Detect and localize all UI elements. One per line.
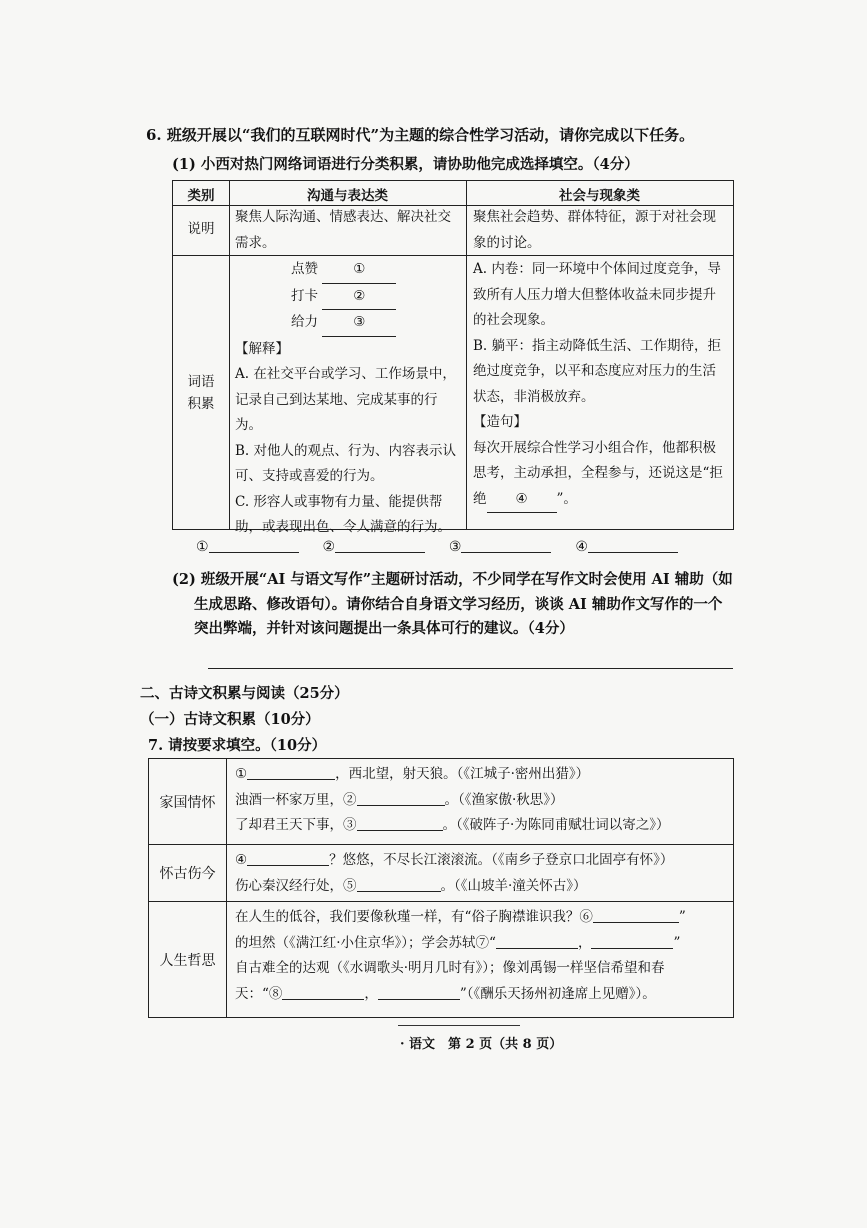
poem-blank[interactable] (593, 908, 679, 923)
part-2-line-3: 突出弊端，并针对该问题提出一条具体可行的建议。（4分） (194, 620, 574, 637)
row-words-label (173, 371, 229, 415)
poem-line (235, 905, 727, 931)
answer-field[interactable] (335, 538, 425, 553)
header-category: 类别 (187, 188, 215, 204)
answer-item (449, 538, 571, 555)
question-6-title: 6. 班级开展以“我们的互联网时代”为主题的综合性学习活动，请你完成以下任务。 (146, 126, 695, 144)
poetry-fill-table (148, 758, 734, 1018)
answer-field[interactable] (209, 538, 299, 553)
line-text: ， (577, 934, 592, 951)
answer-field[interactable] (461, 538, 551, 553)
poem-line (235, 848, 727, 874)
poem-blank[interactable] (282, 985, 364, 1000)
sentence-blank[interactable]: ④ (487, 487, 557, 514)
row-patriotism (149, 759, 733, 844)
question-7-title: 7. 请按要求填空。（10分） (148, 737, 327, 754)
word-item (235, 310, 463, 337)
poem-blank[interactable] (357, 816, 443, 831)
poem-line (235, 813, 727, 839)
communication-words (235, 257, 463, 541)
line-text: 。（《渔家傲·秋思》） (444, 791, 564, 808)
poem-blank[interactable] (378, 985, 460, 1000)
sentence-heading: 【造句】 (473, 414, 527, 430)
answer-item (196, 538, 318, 555)
row-body (235, 762, 727, 839)
part-2-answer-line[interactable] (208, 668, 733, 669)
line-text: ” (673, 934, 681, 951)
word-text: 点赞 (291, 261, 318, 277)
poem-blank[interactable] (357, 877, 441, 892)
word-text: 打卡 (291, 287, 318, 304)
society-words (473, 257, 729, 513)
section-2-1-title: （一）古诗文积累（10分） (140, 711, 320, 728)
word-blank: ① (322, 257, 396, 284)
poem-line (235, 931, 727, 957)
society-term-a: A. 内卷：同一环境中个体间过度竞争，导致所有人压力增大但整体收益未同步提升的社会现象。 (473, 261, 721, 328)
row-explanation-label: 说明 (187, 221, 215, 238)
line-text: ” (678, 909, 686, 925)
word-item (235, 257, 463, 284)
line-text: 了却君王天下事，③ (235, 817, 357, 833)
word-blank: ③ (322, 310, 396, 337)
part-2-line-1: (2) 班级开展“AI 与语文写作”主题研讨活动，不少同学在写作文时会使用 AI 辅助（如 (172, 571, 733, 588)
word-item (235, 284, 463, 311)
header-communication: 沟通与表达类 (307, 188, 388, 204)
question-6-part-2 (172, 568, 740, 642)
sentence-text: 每次开展综合性学习小组合作，他都积极思考，主动承担，全程参与，还说这是“拒绝 (473, 439, 723, 507)
poem-line (235, 762, 727, 788)
row-label: 怀古伤今 (149, 845, 227, 901)
poem-line: 自古难全的达观（《水调歌头·明月几时有》）；像刘禹锡一样坚信希望和春 (235, 960, 665, 976)
line-text: ？悠悠，不尽长江滚滚流。（《南乡子登京口北固亭有怀》） (329, 852, 674, 868)
explanation-heading: 【解释】 (235, 340, 289, 357)
word-classification-table (172, 180, 734, 535)
line-text: 浊酒一杯家万里，② (235, 791, 357, 808)
answer-mark: ④ (575, 539, 588, 555)
line-text: ④ (235, 852, 248, 868)
header-society: 社会与现象类 (559, 188, 640, 204)
row-label: 家国情怀 (149, 759, 227, 844)
row-words-label-b: 积累 (187, 396, 215, 412)
row-words-label-a: 词语 (187, 374, 215, 390)
row-philosophy (149, 901, 733, 1018)
answer-mark: ② (322, 539, 336, 555)
row-label: 人生哲思 (149, 902, 227, 1018)
society-description: 聚焦社会趋势、群体特征，源于对社会现象的讨论。 (473, 209, 716, 251)
poem-line (235, 874, 727, 900)
line-text: 。（《山坡羊·潼关怀古》） (440, 877, 587, 894)
part-2-line-2: 生成思路、修改语句）。请你结合自身语文学习经历，谈谈 AI 辅助作文写作的一个 (194, 595, 723, 613)
answer-blanks (196, 538, 696, 555)
page-footer: · 语文 第 2 页（共 8 页） (400, 1037, 563, 1052)
answer-field[interactable] (588, 538, 678, 553)
word-blank: ② (322, 284, 396, 311)
line-text: ”（《酬乐天扬州初逢席上见赠》）。 (459, 985, 656, 1002)
explanation-c: C. 形容人或事物有力量、能提供帮助，或表现出色、令人满意的行为。 (235, 493, 451, 535)
line-text: 伤心秦汉经行处，⑤ (235, 877, 357, 894)
explanation-a: A. 在社交平台或学习、工作场景中，记录自己到达某地、完成某事的行为。 (235, 366, 456, 433)
line-text: ，西北望，射天狼。（《江城子·密州出猎》） (335, 766, 590, 782)
line-text: 的坦然（《满江红·小住京华》）；学会苏轼⑦“ (235, 934, 496, 951)
answer-item (575, 538, 697, 555)
poem-blank[interactable] (496, 934, 578, 949)
line-text: ， (364, 985, 378, 1002)
poem-blank[interactable] (247, 851, 329, 866)
poem-blank[interactable] (247, 765, 335, 780)
sentence-end: ”。 (556, 490, 577, 507)
society-term-b: B. 躺平：指主动降低生活、工作期待，拒绝过度竞争，以平和态度应对压力的生活状态，非消极放弃。 (473, 337, 722, 405)
line-text: 在人生的低谷，我们要像秋瑾一样，有“俗子胸襟谁识我？⑥ (235, 909, 593, 925)
poem-blank[interactable] (357, 791, 445, 806)
row-nostalgia (149, 844, 733, 901)
explanation-b: B. 对他人的观点、行为、内容表示认可、支持或喜爱的行为。 (235, 442, 457, 484)
row-body (235, 848, 727, 899)
row-body (235, 905, 727, 1007)
line-text: 。（《破阵子·为陈同甫赋壮词以寄之》） (442, 817, 670, 833)
footer-divider (398, 1025, 520, 1026)
word-text: 给力 (291, 314, 318, 330)
answer-item (322, 538, 444, 555)
communication-description: 聚焦人际沟通、情感表达、解决社交需求。 (235, 209, 451, 251)
poem-line (235, 788, 727, 814)
poem-line (235, 982, 727, 1008)
poem-blank[interactable] (591, 934, 673, 949)
section-2-title: 二、古诗文积累与阅读（25分） (140, 685, 349, 702)
sentence-example (473, 436, 729, 514)
line-text: ① (235, 766, 248, 782)
line-text: 天：“⑧ (235, 985, 283, 1002)
answer-mark: ③ (448, 539, 462, 555)
question-6-part-1: (1) 小西对热门网络词语进行分类积累，请协助他完成选择填空。（4分） (172, 156, 639, 173)
answer-mark: ① (196, 539, 209, 555)
